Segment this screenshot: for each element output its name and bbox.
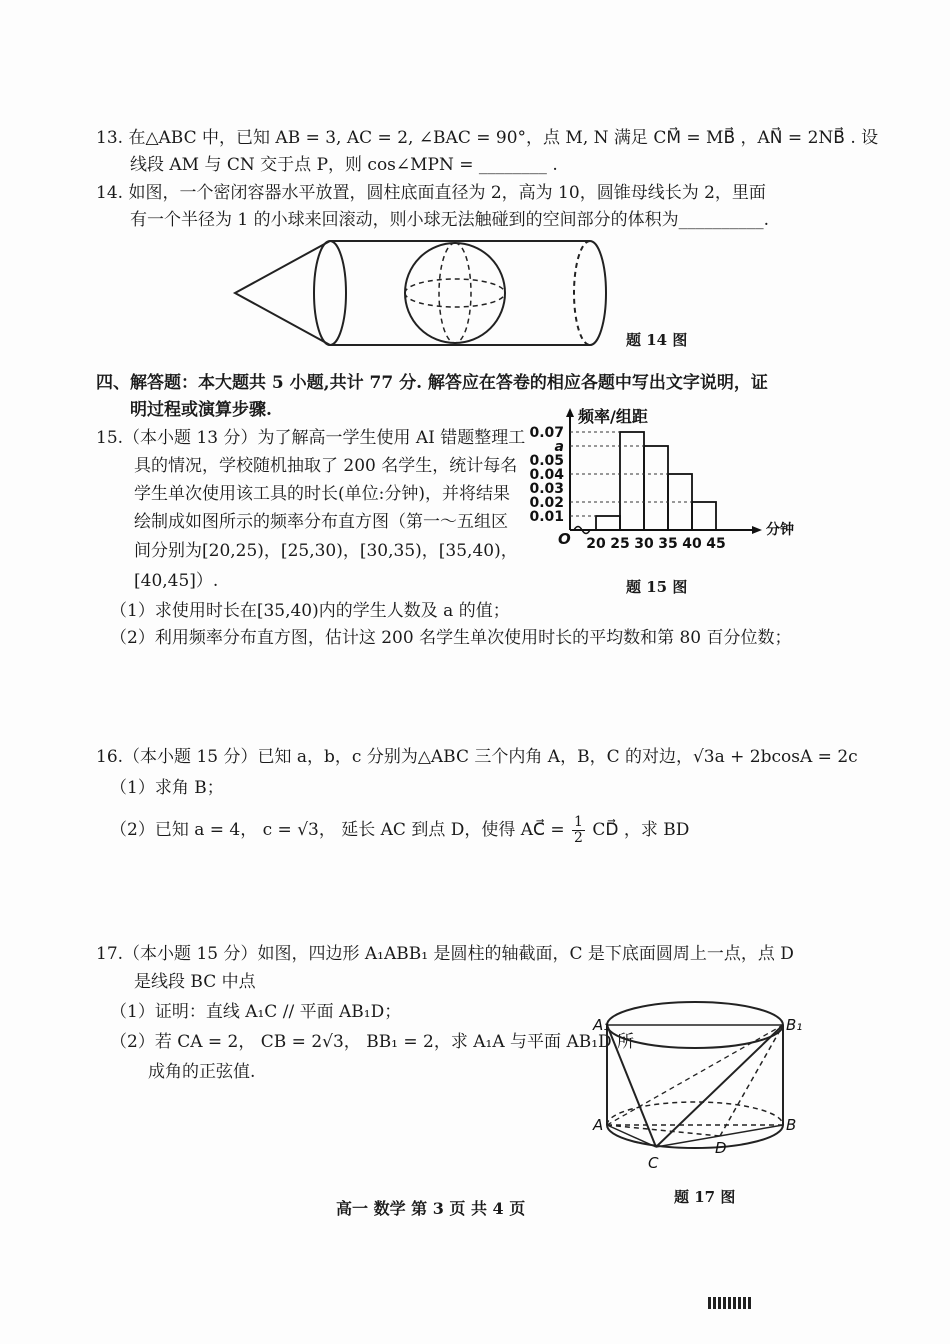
frequency-histogram — [520, 400, 820, 560]
label-a: A — [593, 1116, 604, 1134]
section4-heading-line2: 明过程或演算步骤. — [130, 400, 272, 420]
q16-sub1: （1）求角 B； — [110, 778, 224, 798]
q14-line1: 14. 如图，一个密闭容器水平放置，圆柱底面直径为 2，高为 10，圆锥母线长为 2，里面 — [96, 183, 766, 203]
fraction-denominator: 2 — [573, 830, 583, 846]
q13-line1: 13. 在△ABC 中，已知 AB = 3, AC = 2, ∠BAC = 90°，点 M, N 满足 CM⃗ = MB⃗ ，AN⃗ = 2NB⃗ . 设 — [96, 128, 879, 148]
label-c: C — [648, 1154, 659, 1172]
q15-sub1: （1）求使用时长在[35,40)内的学生人数及 a 的值； — [110, 601, 510, 621]
cone-cylinder-figure — [0, 235, 950, 375]
fraction-one-half — [572, 815, 585, 846]
x-tick-label: 30 — [634, 536, 654, 552]
y-axis-arrow — [566, 408, 574, 417]
q17-sub1: （1）证明：直线 A₁C // 平面 AB₁D； — [110, 1002, 402, 1022]
y-tick-label: a — [554, 439, 564, 455]
q15-line5: 间分别为[20,25)，[25,30)，[30,35)，[35,40)， — [134, 541, 518, 561]
page-footer: 高一 数学 第 3 页 共 4 页 — [336, 1199, 526, 1218]
q17-line1: 17.（本小题 15 分）如图，四边形 A₁ABB₁ 是圆柱的轴截面，C 是下底面圆周上一点，点 D — [96, 944, 794, 964]
q16-sub2-text-a: （2）已知 a = 4， c = √3， 延长 AC 到点 D，使得 AC⃗ = — [110, 820, 565, 840]
q14-figure-caption: 题 14 图 — [626, 331, 688, 349]
q15-line1: 15.（本小题 13 分）为了解高一学生使用 AI 错题整理工 — [96, 428, 526, 448]
cylinder-figure — [590, 990, 830, 1180]
histogram-bar — [620, 432, 644, 530]
q17-sub2a: （2）若 CA = 2， CB = 2√3， BB₁ = 2，求 A₁A 与平面 AB₁D 所 — [110, 1032, 635, 1052]
label-b1: B₁ — [786, 1016, 803, 1034]
q16-sub2-text-b: CD⃗ ，求 BD — [592, 820, 690, 840]
q17-figure-caption: 题 17 图 — [674, 1188, 736, 1206]
histogram-bar — [596, 516, 620, 530]
q14-line2: 有一个半径为 1 的小球来回滚动，则小球无法触碰到的空间部分的体积为__________. — [130, 210, 770, 230]
origin-label: O — [558, 530, 571, 548]
q15-line2: 具的情况，学校随机抽取了 200 名学生，统计每名 — [134, 456, 518, 476]
q16-line1: 16.（本小题 15 分）已知 a，b，c 分别为△ABC 三个内角 A，B，C 的对边，√3a + 2bcosA = 2c — [96, 747, 858, 767]
q15-line3: 学生单次使用该工具的时长(单位:分钟)，并将结果 — [134, 484, 510, 504]
y-tick-label: 0.01 — [529, 509, 564, 525]
q15-line6: [40,45]）. — [134, 571, 219, 591]
x-tick-label: 40 — [682, 536, 702, 552]
y-tick-label: 0.04 — [529, 467, 564, 483]
fraction-numerator: 1 — [573, 814, 583, 830]
x-tick-label: 20 — [586, 536, 606, 552]
q17-line2: 是线段 BC 中点 — [134, 972, 256, 992]
x-tick-label: 25 — [610, 536, 630, 552]
y-tick-label: 0.02 — [529, 495, 564, 511]
y-axis-label: 频率/组距 — [578, 407, 648, 426]
y-tick-label: 0.07 — [529, 425, 564, 441]
x-axis-label: 分钟 — [766, 522, 794, 538]
x-tick-label: 45 — [706, 536, 726, 552]
q15-figure-caption: 题 15 图 — [626, 578, 688, 596]
q15-line4: 绘制成如图所示的频率分布直方图（第一～五组区 — [134, 512, 508, 532]
q16-sub2 — [110, 815, 689, 846]
label-a1: A₁ — [593, 1016, 610, 1034]
histogram-bar — [644, 446, 668, 530]
y-tick-label: 0.03 — [529, 481, 564, 497]
label-d: D — [715, 1139, 727, 1157]
label-b: B — [786, 1116, 797, 1134]
q15-sub2: （2）利用频率分布直方图，估计这 200 名学生单次使用时长的平均数和第 80 百分位数； — [110, 628, 792, 648]
q13-line2: 线段 AM 与 CN 交于点 P，则 cos∠MPN = ________ . — [130, 155, 558, 175]
barcode-mark — [708, 1297, 752, 1309]
y-tick-label: 0.05 — [529, 453, 564, 469]
section4-heading-line1: 四、解答题：本大题共 5 小题,共计 77 分. 解答应在答卷的相应各题中写出文字说明，证 — [96, 373, 768, 393]
x-axis-arrow — [752, 526, 762, 534]
x-tick-label: 35 — [658, 536, 678, 552]
histogram-bar — [692, 502, 716, 530]
q17-sub2b: 成角的正弦值. — [148, 1062, 256, 1082]
